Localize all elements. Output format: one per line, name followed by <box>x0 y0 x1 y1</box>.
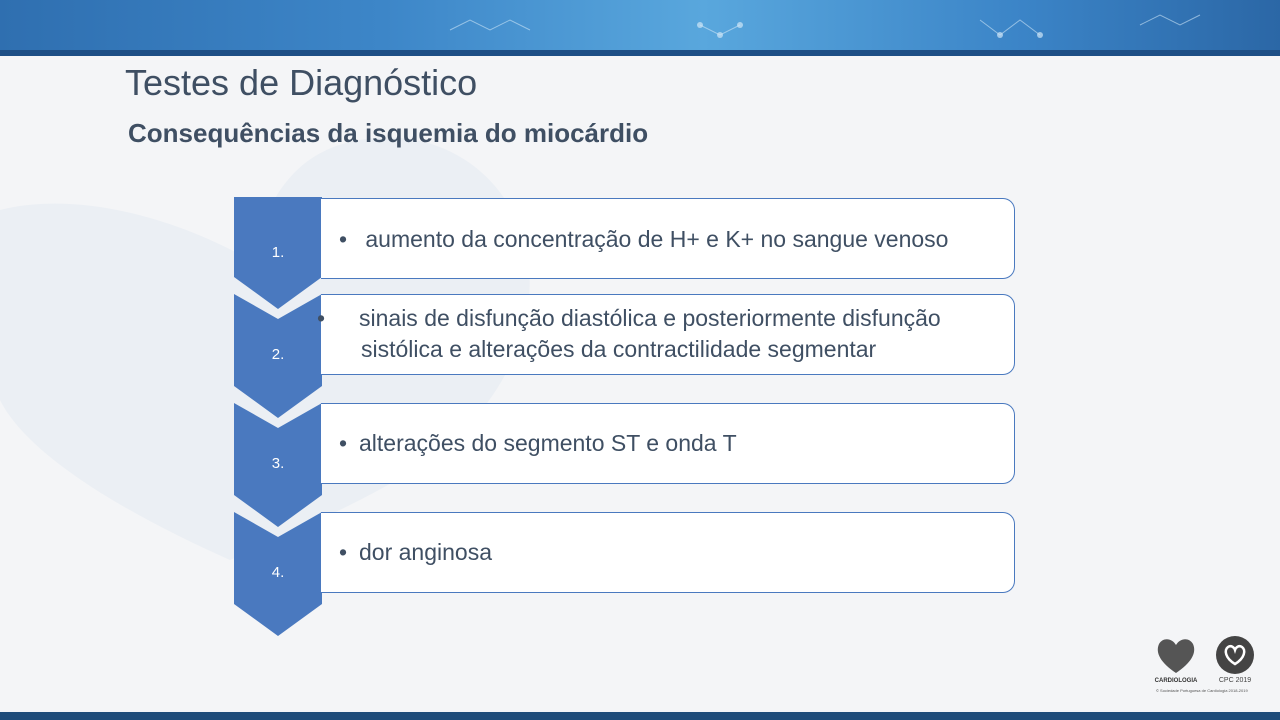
step-chevron-3 <box>234 403 322 527</box>
spc-label: CARDIOLOGIA <box>1154 678 1198 684</box>
bullet-icon: • <box>339 539 348 565</box>
step-text-3: • alterações do segmento ST e onda T <box>339 428 1008 459</box>
bullet-icon: • <box>317 305 326 331</box>
step-number-2: 2. <box>271 346 285 363</box>
molecule-decoration <box>0 0 1280 50</box>
step-card-2 <box>317 294 1015 375</box>
sponsor-logos <box>1150 630 1260 700</box>
step-chevron-1 <box>234 197 322 309</box>
banner-divider <box>0 50 1280 56</box>
bullet-icon: • <box>339 226 348 252</box>
step-number-3: 3. <box>271 455 285 472</box>
step-text-1: • aumento da concentração de H+ e K+ no sangue venoso <box>339 224 1008 255</box>
step-chevron-2 <box>234 294 322 418</box>
step-card-3 <box>321 403 1015 484</box>
spc-heart-logo <box>1155 635 1197 675</box>
page-subtitle: Consequências da isquemia do miocárdio <box>128 118 649 148</box>
footer-bar <box>0 712 1280 720</box>
cpc-label: CPC 2019 <box>1218 677 1252 684</box>
step-number-1: 1. <box>271 244 285 261</box>
cpc-heart-logo <box>1216 636 1254 674</box>
bullet-icon: • <box>339 430 348 456</box>
step-card-4 <box>321 512 1015 593</box>
step-chevron-4 <box>234 512 322 636</box>
step-text-4: • dor anginosa <box>339 537 1008 568</box>
page-title: Testes de Diagnóstico <box>125 62 478 103</box>
step-text-2: • sinais de disfunção diastólica e posteriormente disfunção sistólica e alterações da contractilidade segmentar <box>317 305 941 362</box>
header-banner <box>0 0 1280 56</box>
logo-footer: © Sociedade Portuguesa de Cardiologia 2018-2019 <box>1156 688 1248 693</box>
step-card-1 <box>321 198 1015 279</box>
step-number-4: 4. <box>271 564 285 581</box>
